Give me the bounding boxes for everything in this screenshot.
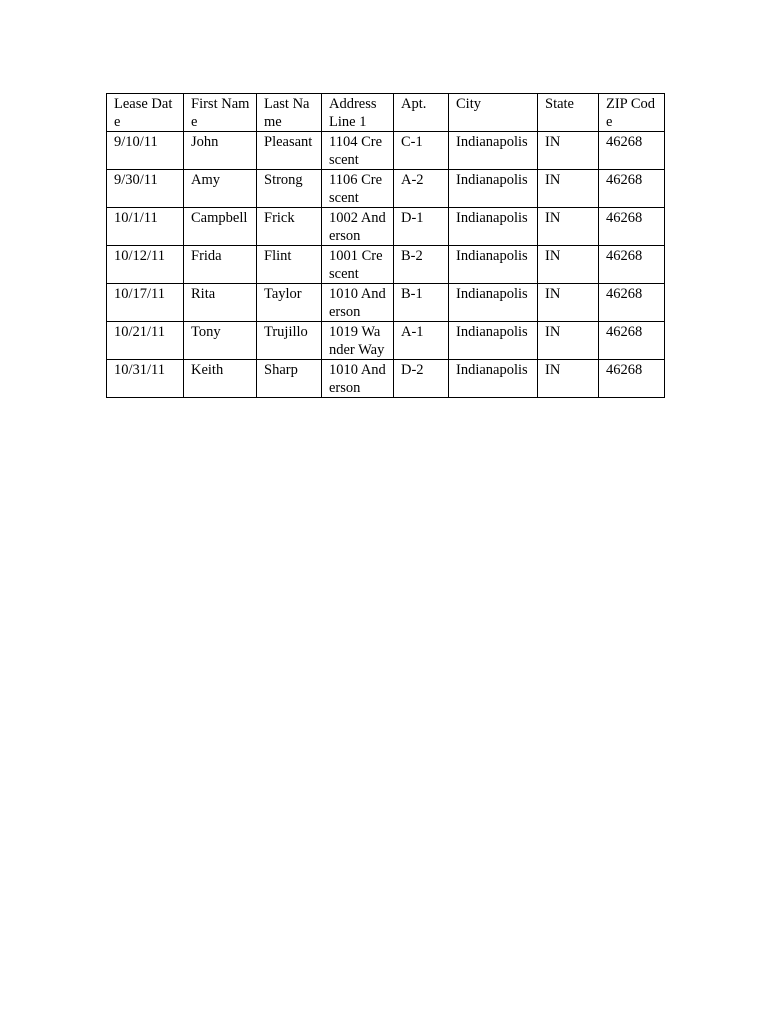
header-apt: Apt.: [394, 94, 449, 132]
last-name-cell: Strong: [257, 170, 322, 208]
first-name-cell: Rita: [184, 284, 257, 322]
address-cell: 1019 Wander Way: [322, 322, 394, 360]
table-row: [107, 360, 665, 398]
last-name-cell: Sharp: [257, 360, 322, 398]
lease-table: [106, 93, 665, 398]
state-cell: IN: [538, 170, 599, 208]
address-cell: 1010 Anderson: [322, 284, 394, 322]
city-cell: Indianapolis: [449, 284, 538, 322]
header-city: City: [449, 94, 538, 132]
header-lease-date: Lease Date: [107, 94, 184, 132]
address-cell: 1010 Anderson: [322, 360, 394, 398]
state-cell: IN: [538, 208, 599, 246]
zip-cell: 46268: [599, 132, 665, 170]
header-address: Address Line 1: [322, 94, 394, 132]
last-name-cell: Trujillo: [257, 322, 322, 360]
first-name-cell: Campbell: [184, 208, 257, 246]
state-cell: IN: [538, 322, 599, 360]
first-name-cell: Keith: [184, 360, 257, 398]
state-cell: IN: [538, 246, 599, 284]
first-name-cell: Tony: [184, 322, 257, 360]
first-name-cell: Frida: [184, 246, 257, 284]
table-row: [107, 284, 665, 322]
first-name-cell: Amy: [184, 170, 257, 208]
lease-date-cell: 10/12/11: [107, 246, 184, 284]
header-last-name: Last Name: [257, 94, 322, 132]
apt-cell: D-2: [394, 360, 449, 398]
apt-cell: B-2: [394, 246, 449, 284]
zip-cell: 46268: [599, 246, 665, 284]
city-cell: Indianapolis: [449, 322, 538, 360]
lease-date-cell: 10/17/11: [107, 284, 184, 322]
apt-cell: D-1: [394, 208, 449, 246]
state-cell: IN: [538, 132, 599, 170]
address-cell: 1106 Crescent: [322, 170, 394, 208]
zip-cell: 46268: [599, 360, 665, 398]
address-cell: 1104 Crescent: [322, 132, 394, 170]
apt-cell: C-1: [394, 132, 449, 170]
header-row: [107, 94, 665, 132]
lease-date-cell: 10/1/11: [107, 208, 184, 246]
lease-date-cell: 9/10/11: [107, 132, 184, 170]
first-name-cell: John: [184, 132, 257, 170]
lease-date-cell: 10/21/11: [107, 322, 184, 360]
apt-cell: B-1: [394, 284, 449, 322]
city-cell: Indianapolis: [449, 208, 538, 246]
table-row: [107, 322, 665, 360]
address-cell: 1001 Crescent: [322, 246, 394, 284]
header-zip: ZIP Code: [599, 94, 665, 132]
apt-cell: A-2: [394, 170, 449, 208]
city-cell: Indianapolis: [449, 170, 538, 208]
table-row: [107, 208, 665, 246]
header-first-name: First Name: [184, 94, 257, 132]
state-cell: IN: [538, 360, 599, 398]
apt-cell: A-1: [394, 322, 449, 360]
table-row: [107, 170, 665, 208]
last-name-cell: Flint: [257, 246, 322, 284]
table-row: [107, 132, 665, 170]
zip-cell: 46268: [599, 208, 665, 246]
state-cell: IN: [538, 284, 599, 322]
address-cell: 1002 Anderson: [322, 208, 394, 246]
header-state: State: [538, 94, 599, 132]
last-name-cell: Frick: [257, 208, 322, 246]
last-name-cell: Pleasant: [257, 132, 322, 170]
city-cell: Indianapolis: [449, 360, 538, 398]
zip-cell: 46268: [599, 322, 665, 360]
lease-date-cell: 10/31/11: [107, 360, 184, 398]
table-row: [107, 246, 665, 284]
lease-date-cell: 9/30/11: [107, 170, 184, 208]
zip-cell: 46268: [599, 284, 665, 322]
city-cell: Indianapolis: [449, 132, 538, 170]
city-cell: Indianapolis: [449, 246, 538, 284]
zip-cell: 46268: [599, 170, 665, 208]
last-name-cell: Taylor: [257, 284, 322, 322]
